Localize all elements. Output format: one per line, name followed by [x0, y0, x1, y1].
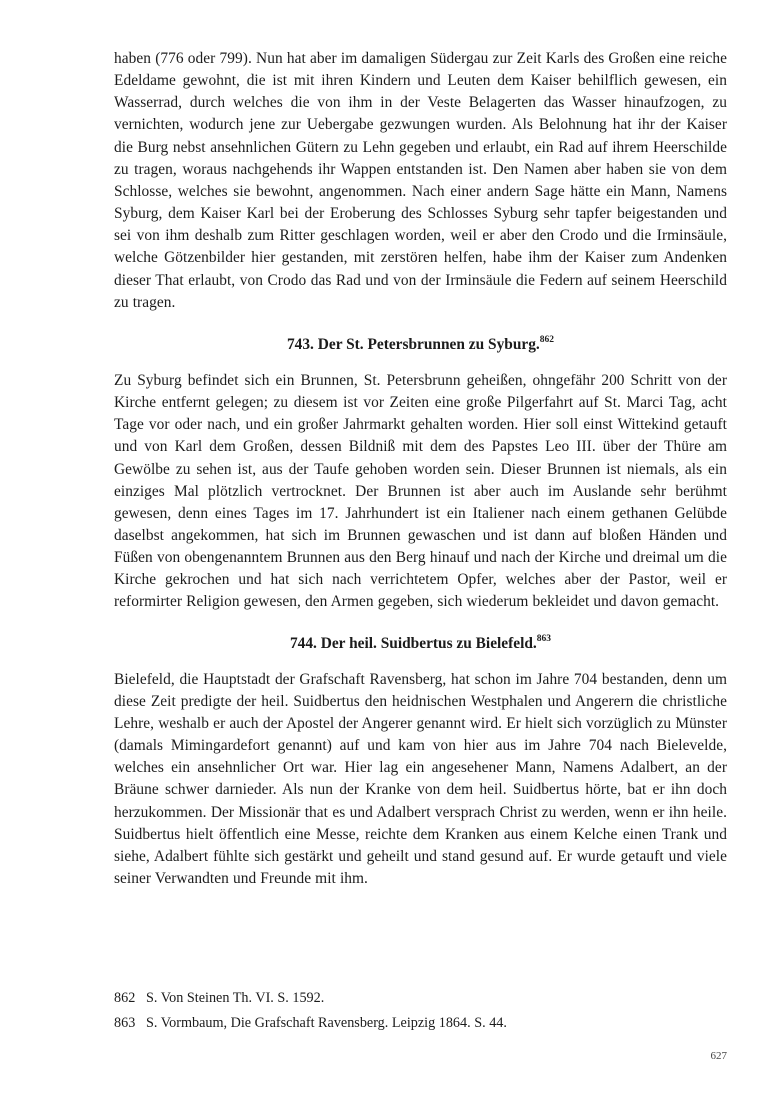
footnote-863: [114, 1011, 727, 1036]
footnote-text: S. Vormbaum, Die Grafschaft Ravensberg. Leipzig 1864. S. 44.: [146, 1014, 507, 1031]
page-body: [114, 48, 727, 890]
section-text-744: Bielefeld, die Hauptstadt der Grafschaft Ravensberg, hat schon im Jahre 704 bestanden, denn um diese Zeit predigte der heil. Suidbertus den heidnischen Westphalen und Angerern die christliche Lehre, weshalb er auch der Apostel der Angerer genannt wird. Er hielt sich vorzüglich zu Münster (damals Mimingardefort genannt) auf und kam von hier aus im Jahre 704 nach Bielevelde, welches ein ansehnlicher Ort war. Hier lag ein angesehener Mann, Namens Adalbert, an der Bräune schwer darnieder. Als nun der Kranke von dem heil. Suidbertus hörte, bat er ihn doch herzukommen. Der Missionär that es und Adalbert versprach Christ zu werden, wenn er ihn heile. Suidbertus hielt öffentlich eine Messe, reichte dem Kranken aus einem Kelche einen Trank und siehe, Adalbert fühlte sich gestärkt und geheilt und stand gesund auf. Er wurde getauft und viele seiner Verwandten und Freunde mit ihm.: [114, 670, 727, 887]
section-title-743: [114, 334, 727, 356]
footnotes: [114, 986, 727, 1035]
footnote-ref-862[interactable]: 862: [539, 334, 555, 345]
footnote-number: 863: [114, 1014, 136, 1031]
section-title-744: [114, 633, 727, 655]
footnote-862: [114, 986, 727, 1011]
footnote-text: S. Von Steinen Th. VI. S. 1592.: [146, 990, 325, 1006]
section-text-743: Zu Syburg befindet sich ein Brunnen, St. Petersbrunn geheißen, ohngefähr 200 Schritt von der Kirche entfernt gelegen; zu diesem ist vor Zeiten eine große Pilgerfahrt auf St. Marci Tag, acht Tage vor oder nach, und ein großer Jahrmarkt gehalten worden. Hier soll einst Wittekind getauft und von Karl dem Großen, dessen Bildniß mit dem des Papstes Leo III. über der Thüre am Gewölbe zu sehen ist, aus der Taufe gehoben worden sein. Dieser Brunnen ist niemals, als ein einziges Mal plötzlich vertrocknet. Der Brunnen ist aber auch im Auslande sehr berühmt gewesen, denn eines Tages im 17. Jahrhundert ist ein Italiener nach einem gethanen Gelübde daselbst angekommen, hat sich im Brunnen gewaschen und ist dann auf bloßen Händen und Füßen von obengenanntem Brunnen aus den Berg hinauf und nach der Kirche und dreimal um die Kirche gekrochen und hat sich nach verrichtetem Opfer, welches aber der Pastor, weil er reformirter Religion gewesen, den Armen gegeben, sich wiederum bekleidet und davon gemacht.: [114, 371, 727, 611]
page-number: 627: [710, 1050, 727, 1062]
footnote-number: 862: [114, 990, 136, 1006]
section-title-text: 744. Der heil. Suidbertus zu Bielefeld.: [289, 634, 537, 652]
footnote-ref-863[interactable]: 863: [536, 633, 552, 644]
section-title-text: 743. Der St. Petersbrunnen zu Syburg.: [286, 335, 540, 353]
intro-paragraph: haben (776 oder 799). Nun hat aber im damaligen Südergau zur Zeit Karls des Großen eine reiche Edeldame gewohnt, die ist mit ihren Kindern und Leuten dem Kaiser behilflich gewesen, ein Wasserrad, durch welches die von ihm in der Veste Belagerten das Wasser hinaufzogen, zu vernichten, wodurch jene zur Uebergabe gezwungen wurden. Als Belohnung hat ihr der Kaiser die Burg nebst ansehnlichen Gütern zu Lehn gegeben und erlaubt, ein Rad auf ihrem Heerschilde zu tragen, woraus nachgehends ihr Wappen entstanden ist. Den Namen aber haben sie von dem Schlosse, welches sie bewohnt, angenommen. Nach einer andern Sage hätte ein Mann, Namens Syburg, dem Kaiser Karl bei der Eroberung des Schlosses Syburg sehr tapfer beigestanden und sei von ihm deshalb zum Ritter geschlagen worden, weil er aber den Crodo und die Irminsäule, welche Götzenbilder hier gestanden, mit zerstören helfen, habe ihm der Kaiser zum Andenken dieser That erlaubt, von Crodo das Rad und von der Irminsäule die Federn auf seinem Heerschild zu tragen.: [114, 50, 727, 311]
